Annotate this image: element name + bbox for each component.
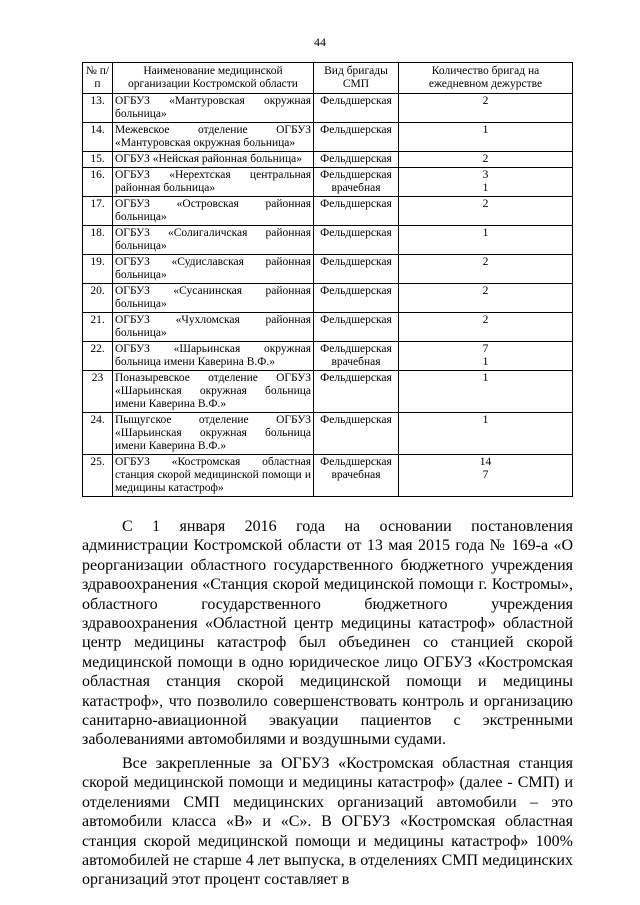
brigade-type: врачебная: [331, 469, 381, 481]
row-number: 19.: [83, 255, 113, 284]
brigade-count: 1: [482, 356, 489, 368]
organization-name: ОГБУЗ «Шарьинская окружная больница имени Каверина В.Ф.»: [113, 342, 314, 371]
header-organization: Наименование медицинской организации Костромской области: [113, 63, 314, 94]
body-text: [82, 517, 573, 894]
table-row: [83, 255, 573, 284]
brigade-count: 7: [482, 343, 489, 355]
brigade-count-cell: [399, 313, 573, 342]
brigade-type: Фельдшерская: [320, 256, 392, 268]
table-row: [83, 313, 573, 342]
brigade-type: Фельдшерская: [320, 372, 392, 384]
brigade-count: 1: [482, 124, 489, 136]
brigade-type: Фельдшерская: [320, 285, 392, 297]
table-body: [83, 94, 573, 497]
brigade-count-cell: [399, 342, 573, 371]
brigade-type-cell: [314, 152, 399, 168]
brigade-count: 1: [482, 372, 489, 384]
brigade-count: 2: [482, 314, 489, 326]
brigade-type-cell: [314, 313, 399, 342]
brigade-type: врачебная: [331, 356, 381, 368]
organization-name: ОГБУЗ «Мантуровская окружная больница»: [113, 94, 314, 123]
brigade-type-cell: [314, 94, 399, 123]
table-row: [83, 413, 573, 455]
paragraph: С 1 января 2016 года на основании постановления администрации Костромской области от 13 мая 2015 года № 169-а «О реорганизации областного государственного бюджетного учреждения здравоохранения «Станция скорой медицинской помощи г. Костромы», областного государственного бюджетного учреждения здравоохранения «Областной центр медицины катастроф» областной центр медицины катастроф был объединен со станцией скорой медицинской помощи в одно юридическое лицо ОГБУЗ «Костромская областная станция скорой медицинской помощи и медицины катастроф», что позволило совершенствовать контроль и организацию санитарно-авиационной эвакуации пациентов с экстренными заболеваниями автомобилями и воздушными судами.: [82, 518, 573, 749]
row-number: 20.: [83, 284, 113, 313]
organization-name: ОГБУЗ «Островская районная больница»: [113, 197, 314, 226]
organization-name: ОГБУЗ «Сусанинская районная больница»: [113, 284, 314, 313]
row-number: 17.: [83, 197, 113, 226]
brigade-count: 7: [482, 469, 489, 481]
organization-name: ОГБУЗ «Судиславская районная больница»: [113, 255, 314, 284]
table-row: [83, 197, 573, 226]
organization-name: Поназыревское отделение ОГБУЗ «Шарьинская окружная больница имени Каверина В.Ф.»: [113, 371, 314, 413]
brigade-count: 1: [482, 182, 489, 194]
brigade-type-cell: [314, 197, 399, 226]
brigade-count-cell: [399, 123, 573, 152]
brigade-count: 14: [479, 456, 492, 468]
table-row: [83, 94, 573, 123]
brigade-type-cell: [314, 226, 399, 255]
ambulance-brigades-table: [82, 62, 573, 497]
organization-name: ОГБУЗ «Костромская областная станция скорой медицинской помощи и медицины катастроф»: [113, 455, 314, 497]
brigade-type-cell: [314, 284, 399, 313]
paragraph: Все закрепленные за ОГБУЗ «Костромская областная станция скорой медицинской помощи и медицины катастроф» (далее - СМП) и отделениями СМП медицинских организаций автомобили – это автомобили класса «В» и «С». В ОГБУЗ «Костромская областная станция скорой медицинской помощи и медицины катастроф» 100% автомобилей не старше 4 лет выпуска, в отделениях СМП медицинских организаций этот процент составляет в: [82, 754, 573, 889]
page-number: 44: [314, 35, 326, 49]
header-brigade-count: Количество бригад на ежедневном дежурстве: [399, 63, 573, 94]
row-number: 14.: [83, 123, 113, 152]
row-number: 25.: [83, 455, 113, 497]
brigade-count: 3: [482, 169, 489, 181]
brigade-type: Фельдшерская: [320, 414, 392, 426]
row-number: 16.: [83, 168, 113, 197]
table-row: [83, 123, 573, 152]
brigade-type: Фельдшерская: [320, 124, 392, 136]
table-row: [83, 152, 573, 168]
brigade-count-cell: [399, 197, 573, 226]
brigade-count: 2: [482, 198, 489, 210]
brigade-type: Фельдшерская: [320, 456, 392, 468]
row-number: 21.: [83, 313, 113, 342]
brigade-type-cell: [314, 342, 399, 371]
brigade-count: 1: [482, 227, 489, 239]
brigade-type: Фельдшерская: [320, 169, 392, 181]
brigade-type-cell: [314, 371, 399, 413]
organization-name: ОГБУЗ «Нейская районная больница»: [113, 152, 314, 168]
brigade-count: 2: [482, 153, 489, 165]
brigade-type-cell: [314, 168, 399, 197]
brigade-count-cell: [399, 371, 573, 413]
table-row: [83, 226, 573, 255]
organization-name: ОГБУЗ «Чухломская районная больница»: [113, 313, 314, 342]
brigade-type-cell: [314, 123, 399, 152]
brigade-count: 2: [482, 285, 489, 297]
row-number: 23: [83, 371, 113, 413]
organization-name: ОГБУЗ «Нерехтская центральная районная больница»: [113, 168, 314, 197]
row-number: 18.: [83, 226, 113, 255]
brigade-type-cell: [314, 413, 399, 455]
brigade-type: Фельдшерская: [320, 227, 392, 239]
brigade-type: врачебная: [331, 182, 381, 194]
header-num: № п/п: [83, 63, 113, 94]
table-row: [83, 168, 573, 197]
brigade-count-cell: [399, 94, 573, 123]
organization-name: Межевское отделение ОГБУЗ «Мантуровская окружная больница»: [113, 123, 314, 152]
brigade-count: 1: [482, 414, 489, 426]
row-number: 15.: [83, 152, 113, 168]
brigade-count-cell: [399, 455, 573, 497]
row-number: 22.: [83, 342, 113, 371]
table-row: [83, 455, 573, 497]
header-brigade-type: Вид бригады СМП: [314, 63, 399, 94]
organization-name: ОГБУЗ «Солигаличская районная больница»: [113, 226, 314, 255]
brigade-count: 2: [482, 256, 489, 268]
organization-name: Пыщугское отделение ОГБУЗ «Шарьинская окружная больница имени Каверина В.Ф.»: [113, 413, 314, 455]
brigade-type: Фельдшерская: [320, 343, 392, 355]
table-row: [83, 342, 573, 371]
brigade-count-cell: [399, 168, 573, 197]
brigade-count-cell: [399, 152, 573, 168]
brigade-type: Фельдшерская: [320, 314, 392, 326]
table-row: [83, 284, 573, 313]
brigade-count-cell: [399, 226, 573, 255]
brigade-count-cell: [399, 284, 573, 313]
row-number: 24.: [83, 413, 113, 455]
brigade-count-cell: [399, 413, 573, 455]
row-number: 13.: [83, 94, 113, 123]
brigade-count-cell: [399, 255, 573, 284]
brigade-type-cell: [314, 455, 399, 497]
brigade-count: 2: [482, 95, 489, 107]
brigade-type-cell: [314, 255, 399, 284]
brigade-type: Фельдшерская: [320, 198, 392, 210]
table-header-row: [83, 63, 573, 94]
table-row: [83, 371, 573, 413]
brigade-type: Фельдшерская: [320, 95, 392, 107]
brigade-type: Фельдшерская: [320, 153, 392, 165]
